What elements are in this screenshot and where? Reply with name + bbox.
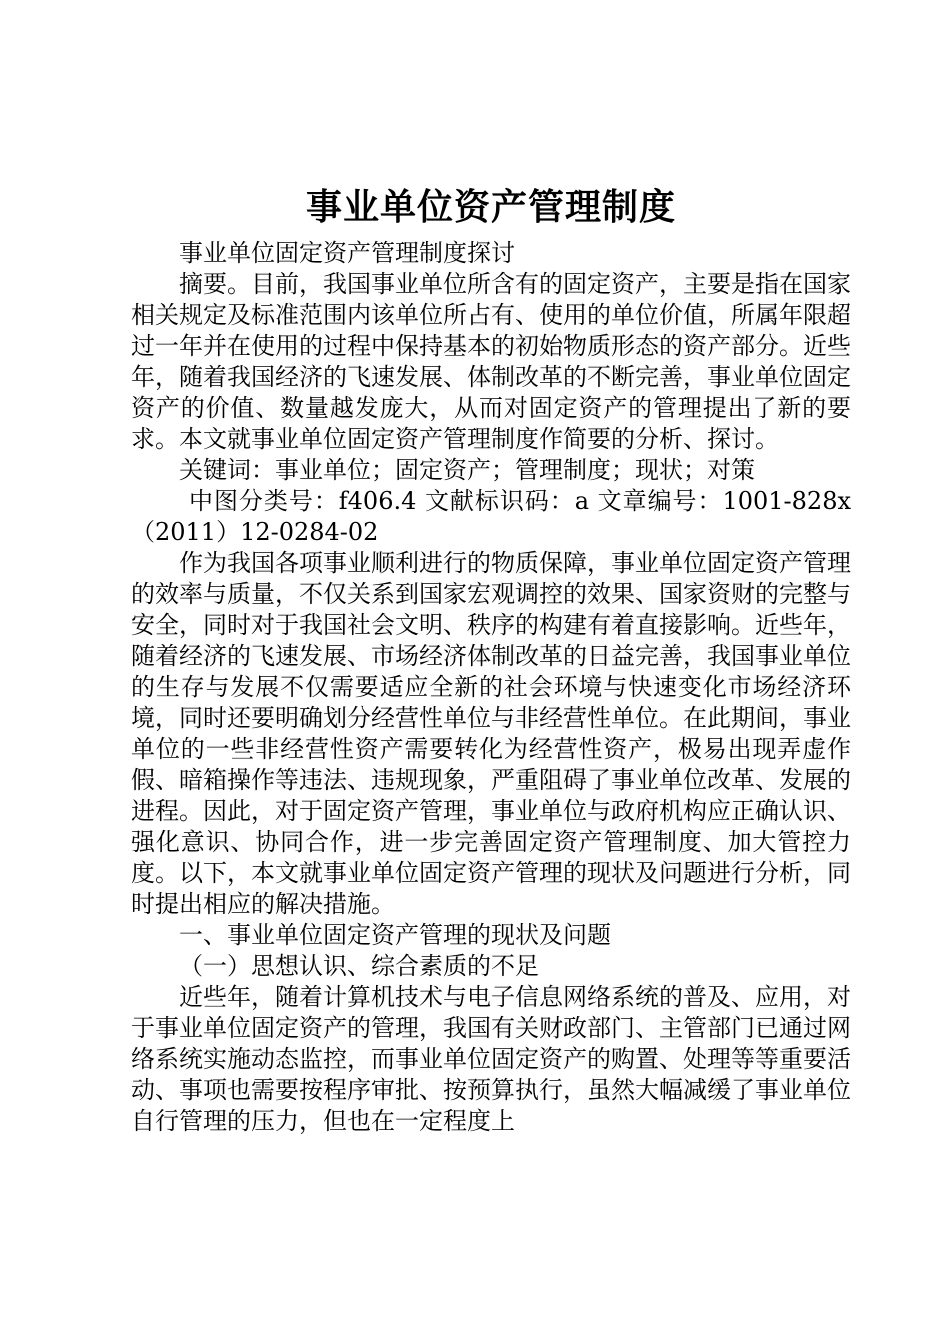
abstract-paragraph: 摘要。目前，我国事业单位所含有的固定资产，主要是指在国家相关规定及标准范围内该单位所占有、使用的单位价值，所属年限超过一年并在使用的过程中保持基本的初始物质形态的资产部分。近些年，随着我国经济的飞速发展、体制改革的不断完善，事业单位固定资产的价值、数量越发庞大，从而对固定资产的管理提出了新的要求。本文就事业单位固定资产管理制度作简要的分析、探讨。 [131, 270, 851, 453]
article-subtitle: 事业单位固定资产管理制度探讨 [179, 239, 515, 267]
section-heading: 一、事业单位固定资产管理的现状及问题 [179, 921, 611, 949]
keywords-paragraph: 关键词：事业单位；固定资产；管理制度；现状；对策 [179, 456, 755, 484]
introduction-paragraph: 作为我国各项事业顺利进行的物质保障，事业单位固定资产管理的效率与质量，不仅关系到国家宏观调控的效果、国家资财的完整与安全，同时对于我国社会文明、秩序的构建有着直接影响。近些年，随着经济的飞速发展、市场经济体制改革的日益完善，我国事业单位的生存与发展不仅需要适应全新的社会环境与快速变化市场经济环境，同时还要明确划分经营性单位与非经营性单位。在此期间，事业单位的一些非经营性资产需要转化为经营性资产，极易出现弄虚作假、暗箱操作等违法、违规现象，严重阻碍了事业单位改革、发展的进程。因此，对于固定资产管理，事业单位与政府机构应正确认识、强化意识、协同合作，进一步完善固定资产管理制度、加大管控力度。以下，本文就事业单位固定资产管理的现状及问题进行分析，同时提出相应的解决措施。 [131, 549, 851, 918]
document-title: 事业单位资产管理制度 [305, 187, 676, 228]
body-paragraph: 近些年，随着计算机技术与电子信息网络系统的普及、应用，对于事业单位固定资产的管理，我国有关财政部门、主管部门已通过网络系统实施动态监控，而事业单位固定资产的购置、处理等等重要活动、事项也需要按程序审批、按预算执行，虽然大幅减缓了事业单位自行管理的压力，但也在一定程度上 [131, 983, 851, 1135]
document-page [131, 186, 851, 1137]
classification-paragraph: 中图分类号：f406.4 文献标识码：a 文章编号：1001-828x（2011）12-0284-02 [131, 487, 851, 546]
subsection-heading: （一）思想认识、综合素质的不足 [179, 952, 539, 980]
